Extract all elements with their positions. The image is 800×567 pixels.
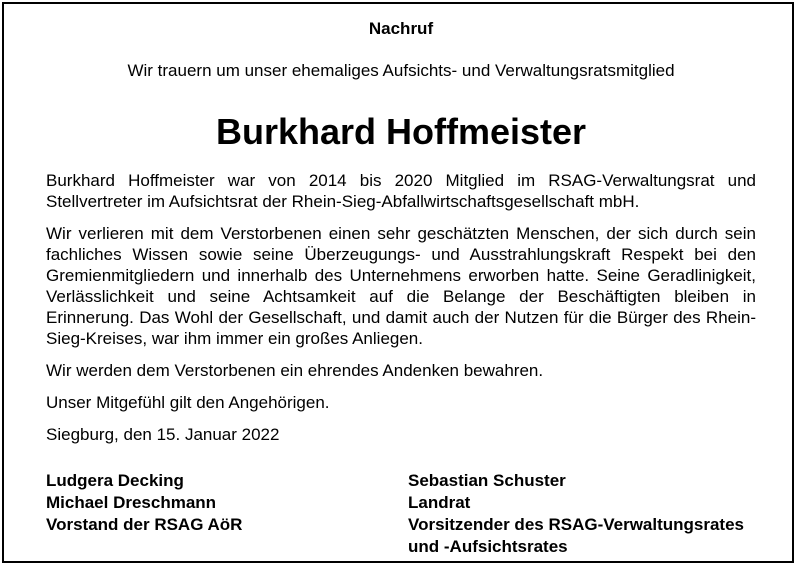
paragraph-tenure: Burkhard Hoffmeister war von 2014 bis 2020 Mitglied im RSAG-Verwaltungsrat und Stellvertreter im Aufsichtsrat der Rhein-Sieg-Abfallwirtschaftsgesellschaft mbH.	[46, 171, 756, 211]
signatory-name: Sebastian Schuster	[408, 471, 566, 490]
intro-line: Wir trauern um unser ehemaliges Aufsichts- und Verwaltungsratsmitglied	[127, 61, 675, 80]
notice-heading: Nachruf	[368, 19, 434, 38]
signatory-role: Vorsitzender des RSAG-Verwaltungsrates	[408, 515, 745, 534]
signatory-name: Ludgera Decking	[46, 471, 184, 490]
signatory-name: Michael Dreschmann	[46, 493, 217, 512]
paragraph-remembrance: Wir werden dem Verstorbenen ein ehrendes Andenken bewahren.	[46, 361, 544, 380]
deceased-name: Burkhard Hoffmeister	[215, 111, 587, 152]
body-text	[46, 170, 756, 456]
paragraph-condolence: Unser Mitgefühl gilt den Angehörigen.	[46, 393, 330, 412]
signatory-role: und -Aufsichtsrates	[408, 537, 568, 556]
signature-block-left	[46, 470, 242, 536]
signature-block-right	[408, 470, 744, 558]
place-date: Siegburg, den 15. Januar 2022	[46, 425, 280, 444]
paragraph-tribute: Wir verlieren mit dem Verstorbenen einen sehr geschätzten Menschen, der sich durch sein fachliches Wissen sowie seine Überzeugungs- und Ausstrahlungskraft Respekt bei den Gremienmitgliedern und innerhalb des Unternehmens erworben hatte. Seine Geradlinigkeit, Verlässlichkeit und seine Achtsamkeit auf die Belange der Beschäftigten bleiben in Erinnerung. Das Wohl der Gesellschaft, und damit auch der Nutzen für die Bürger des Rhein-Sieg-Kreises, war ihm immer ein großes Anliegen.	[46, 224, 756, 348]
signatory-role: Landrat	[408, 493, 471, 512]
signatory-role: Vorstand der RSAG AöR	[46, 515, 243, 534]
